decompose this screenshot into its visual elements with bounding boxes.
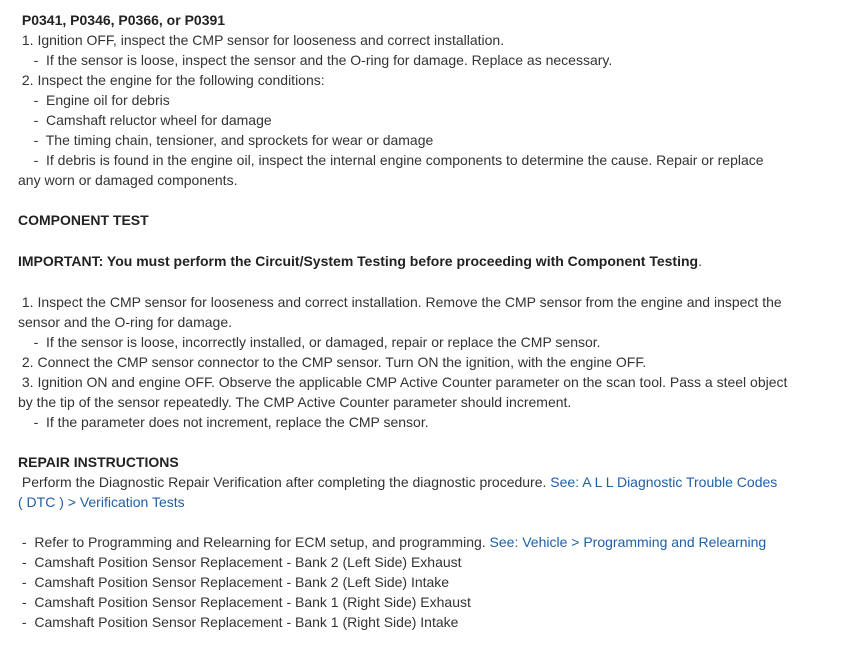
sub-step-line: - The timing chain, tensioner, and sprockets for wear or damage bbox=[18, 132, 434, 148]
sub-step-line: - If the sensor is loose, inspect the sensor and the O-ring for damage. Replace as necessary. bbox=[18, 52, 613, 68]
sub-step-line-continued: any worn or damaged components. bbox=[18, 172, 238, 188]
spacer bbox=[18, 190, 798, 210]
important-note-period: . bbox=[698, 253, 702, 269]
list-item: - Camshaft Position Sensor Replacement - Bank 1 (Right Side) Exhaust bbox=[18, 594, 471, 610]
repair-instructions-heading: REPAIR INSTRUCTIONS bbox=[18, 454, 179, 470]
important-note bbox=[18, 250, 798, 272]
programming-relearning-link[interactable]: See: Vehicle > Programming and Relearning bbox=[489, 534, 767, 550]
important-note-text: IMPORTANT: You must perform the Circuit/System Testing before proceeding with Component Testing bbox=[18, 253, 699, 269]
verification-line bbox=[18, 472, 798, 492]
spacer bbox=[18, 432, 798, 452]
dtc-heading: P0341, P0346, P0366, or P0391 bbox=[18, 12, 226, 28]
step-line: 3. Ignition ON and engine OFF. Observe the applicable CMP Active Counter parameter on the scan tool. Pass a steel object bbox=[18, 374, 788, 390]
sub-step-line: - Engine oil for debris bbox=[18, 92, 170, 108]
list-item: - Camshaft Position Sensor Replacement - Bank 2 (Left Side) Exhaust bbox=[18, 554, 462, 570]
step-line: 1. Ignition OFF, inspect the CMP sensor for looseness and correct installation. bbox=[18, 32, 505, 48]
list-item: - Camshaft Position Sensor Replacement - Bank 1 (Right Side) Intake bbox=[18, 614, 459, 630]
list-item: - Camshaft Position Sensor Replacement - Bank 2 (Left Side) Intake bbox=[18, 574, 450, 590]
dtc-verification-link[interactable]: See: A L L Diagnostic Trouble Codes bbox=[550, 474, 778, 490]
step-line: 1. Inspect the CMP sensor for looseness and correct installation. Remove the CMP sensor from the engine and inspect the bbox=[18, 294, 782, 310]
spacer bbox=[18, 272, 798, 292]
verification-line-continued bbox=[18, 492, 798, 512]
sub-step-line: - If debris is found in the engine oil, inspect the internal engine components to determine the cause. Repair or replace bbox=[18, 152, 764, 168]
spacer bbox=[18, 230, 798, 250]
programming-line bbox=[18, 532, 798, 552]
sub-step-line: - Camshaft reluctor wheel for damage bbox=[18, 112, 272, 128]
step-line: 2. Inspect the engine for the following conditions: bbox=[18, 72, 325, 88]
sub-step-line: - If the sensor is loose, incorrectly installed, or damaged, repair or replace the CMP sensor. bbox=[18, 334, 601, 350]
verification-text: Perform the Diagnostic Repair Verification after completing the diagnostic procedure. bbox=[18, 474, 551, 490]
step-line-continued: sensor and the O-ring for damage. bbox=[18, 314, 233, 330]
component-test-heading: COMPONENT TEST bbox=[18, 212, 149, 228]
sub-step-line: - If the parameter does not increment, replace the CMP sensor. bbox=[18, 414, 429, 430]
spacer bbox=[18, 512, 798, 532]
step-line-continued: by the tip of the sensor repeatedly. The CMP Active Counter parameter should increment. bbox=[18, 394, 572, 410]
dtc-verification-link-continued[interactable]: ( DTC ) > Verification Tests bbox=[18, 494, 185, 510]
programming-text: - Refer to Programming and Relearning for ECM setup, and programming. bbox=[18, 534, 490, 550]
step-line: 2. Connect the CMP sensor connector to the CMP sensor. Turn ON the ignition, with the engine OFF. bbox=[18, 354, 647, 370]
